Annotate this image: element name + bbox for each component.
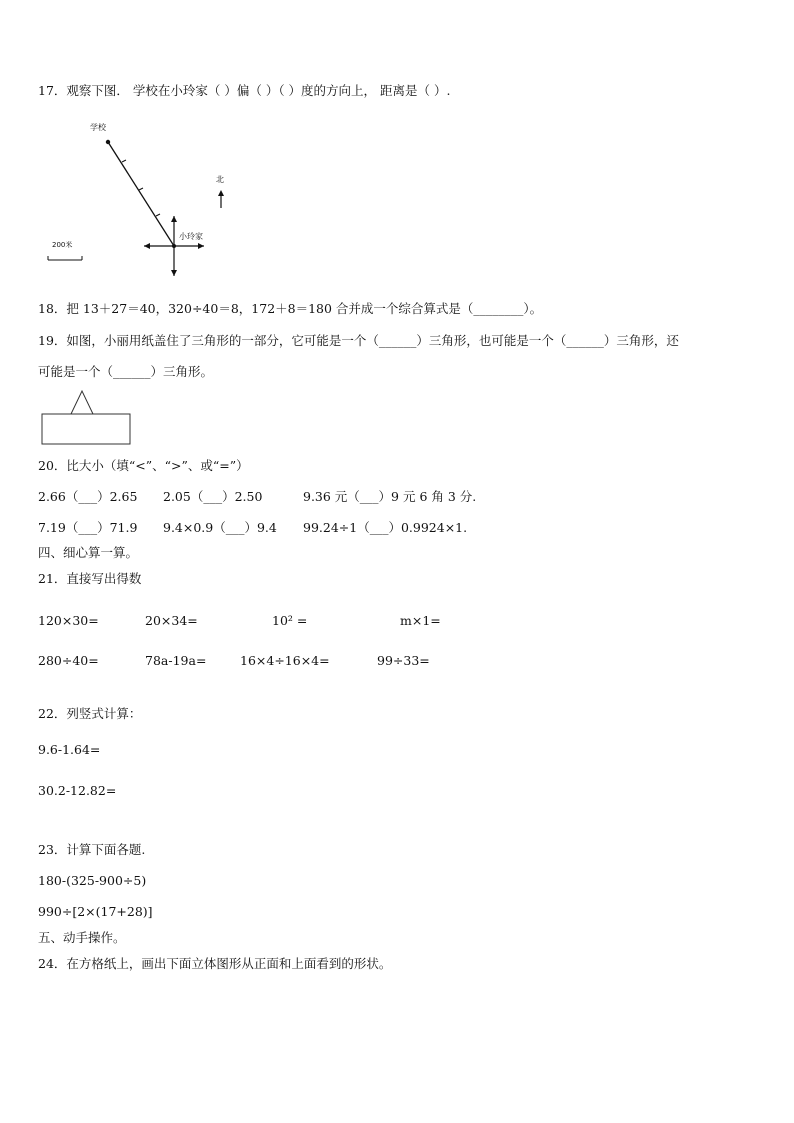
covering-paper <box>42 414 130 444</box>
q21-r1c3: 10² = <box>272 613 308 628</box>
arrow-west-icon <box>144 243 150 249</box>
q22-item-1: 9.6-1.64= <box>38 742 101 757</box>
q21-title: 21．直接写出得数 <box>38 571 142 586</box>
q20-r1c1: 2.66（___）2.65 <box>38 489 138 504</box>
route-tick <box>122 160 126 162</box>
school-label: 学校 <box>90 123 106 132</box>
q21-r1c4: m×1= <box>400 613 441 628</box>
q22-item-2: 30.2-12.82= <box>38 783 117 798</box>
section-5-heading: 五、动手操作。 <box>38 930 126 945</box>
q21-r2c2: 78a-19a= <box>145 653 207 668</box>
q23-title: 23．计算下面各题. <box>38 842 146 857</box>
home-label: 小玲家 <box>179 232 203 241</box>
q21-r2c1: 280÷40= <box>38 653 99 668</box>
q19-line2: 可能是一个（______）三角形。 <box>38 364 214 379</box>
route-line <box>108 142 174 246</box>
q21-r1c2: 20×34= <box>145 613 198 628</box>
route-tick <box>156 214 160 216</box>
section-4-heading: 四、细心算一算。 <box>38 545 139 560</box>
q24-text: 24．在方格纸上，画出下面立体图形从正面和上面看到的形状。 <box>38 956 392 971</box>
q20-r1c3: 9.36 元（___）9 元 6 角 3 分. <box>303 489 477 504</box>
q20-r2c3: 99.24÷1（___）0.9924×1. <box>303 520 468 535</box>
north-arrow-icon <box>218 190 224 196</box>
q19-line1: 19．如图，小丽用纸盖住了三角形的一部分，它可能是一个（______）三角形，也可能是一个（______）三角形，还 <box>38 333 679 348</box>
q18-text: 18．把 13＋27＝40，320÷40＝8，172＋8＝180 合并成一个综合算式是（________）。 <box>38 301 543 316</box>
q22-title: 22．列竖式计算： <box>38 706 142 721</box>
q17-text: 17．观察下图． 学校在小玲家（ ）偏（ ）（ ）度的方向上， 距离是（ ）. <box>38 83 451 98</box>
q20-r1c2: 2.05（___）2.50 <box>163 489 263 504</box>
q20-r2c2: 9.4×0.9（___）9.4 <box>163 520 277 535</box>
q20-title: 20．比大小（填“<”、“>”、或“=”） <box>38 458 249 473</box>
arrow-east-icon <box>198 243 204 249</box>
home-point <box>172 244 176 248</box>
q20-r2c1: 7.19（___）71.9 <box>38 520 138 535</box>
direction-diagram <box>40 114 240 284</box>
arrow-north-icon <box>171 216 177 222</box>
triangle-apex <box>71 391 93 414</box>
scale-label: 200米 <box>52 241 73 249</box>
q21-r2c3: 16×4÷16×4= <box>240 653 330 668</box>
route-tick <box>139 188 143 190</box>
q23-item-1: 180-(325-900÷5) <box>38 873 147 888</box>
covered-triangle-figure <box>40 388 132 446</box>
q21-r1c1: 120×30= <box>38 613 99 628</box>
north-label: 北 <box>216 175 224 184</box>
q21-r2c4: 99÷33= <box>377 653 430 668</box>
q23-item-2: 990÷[2×(17+28)] <box>38 904 153 919</box>
arrow-south-icon <box>171 270 177 276</box>
